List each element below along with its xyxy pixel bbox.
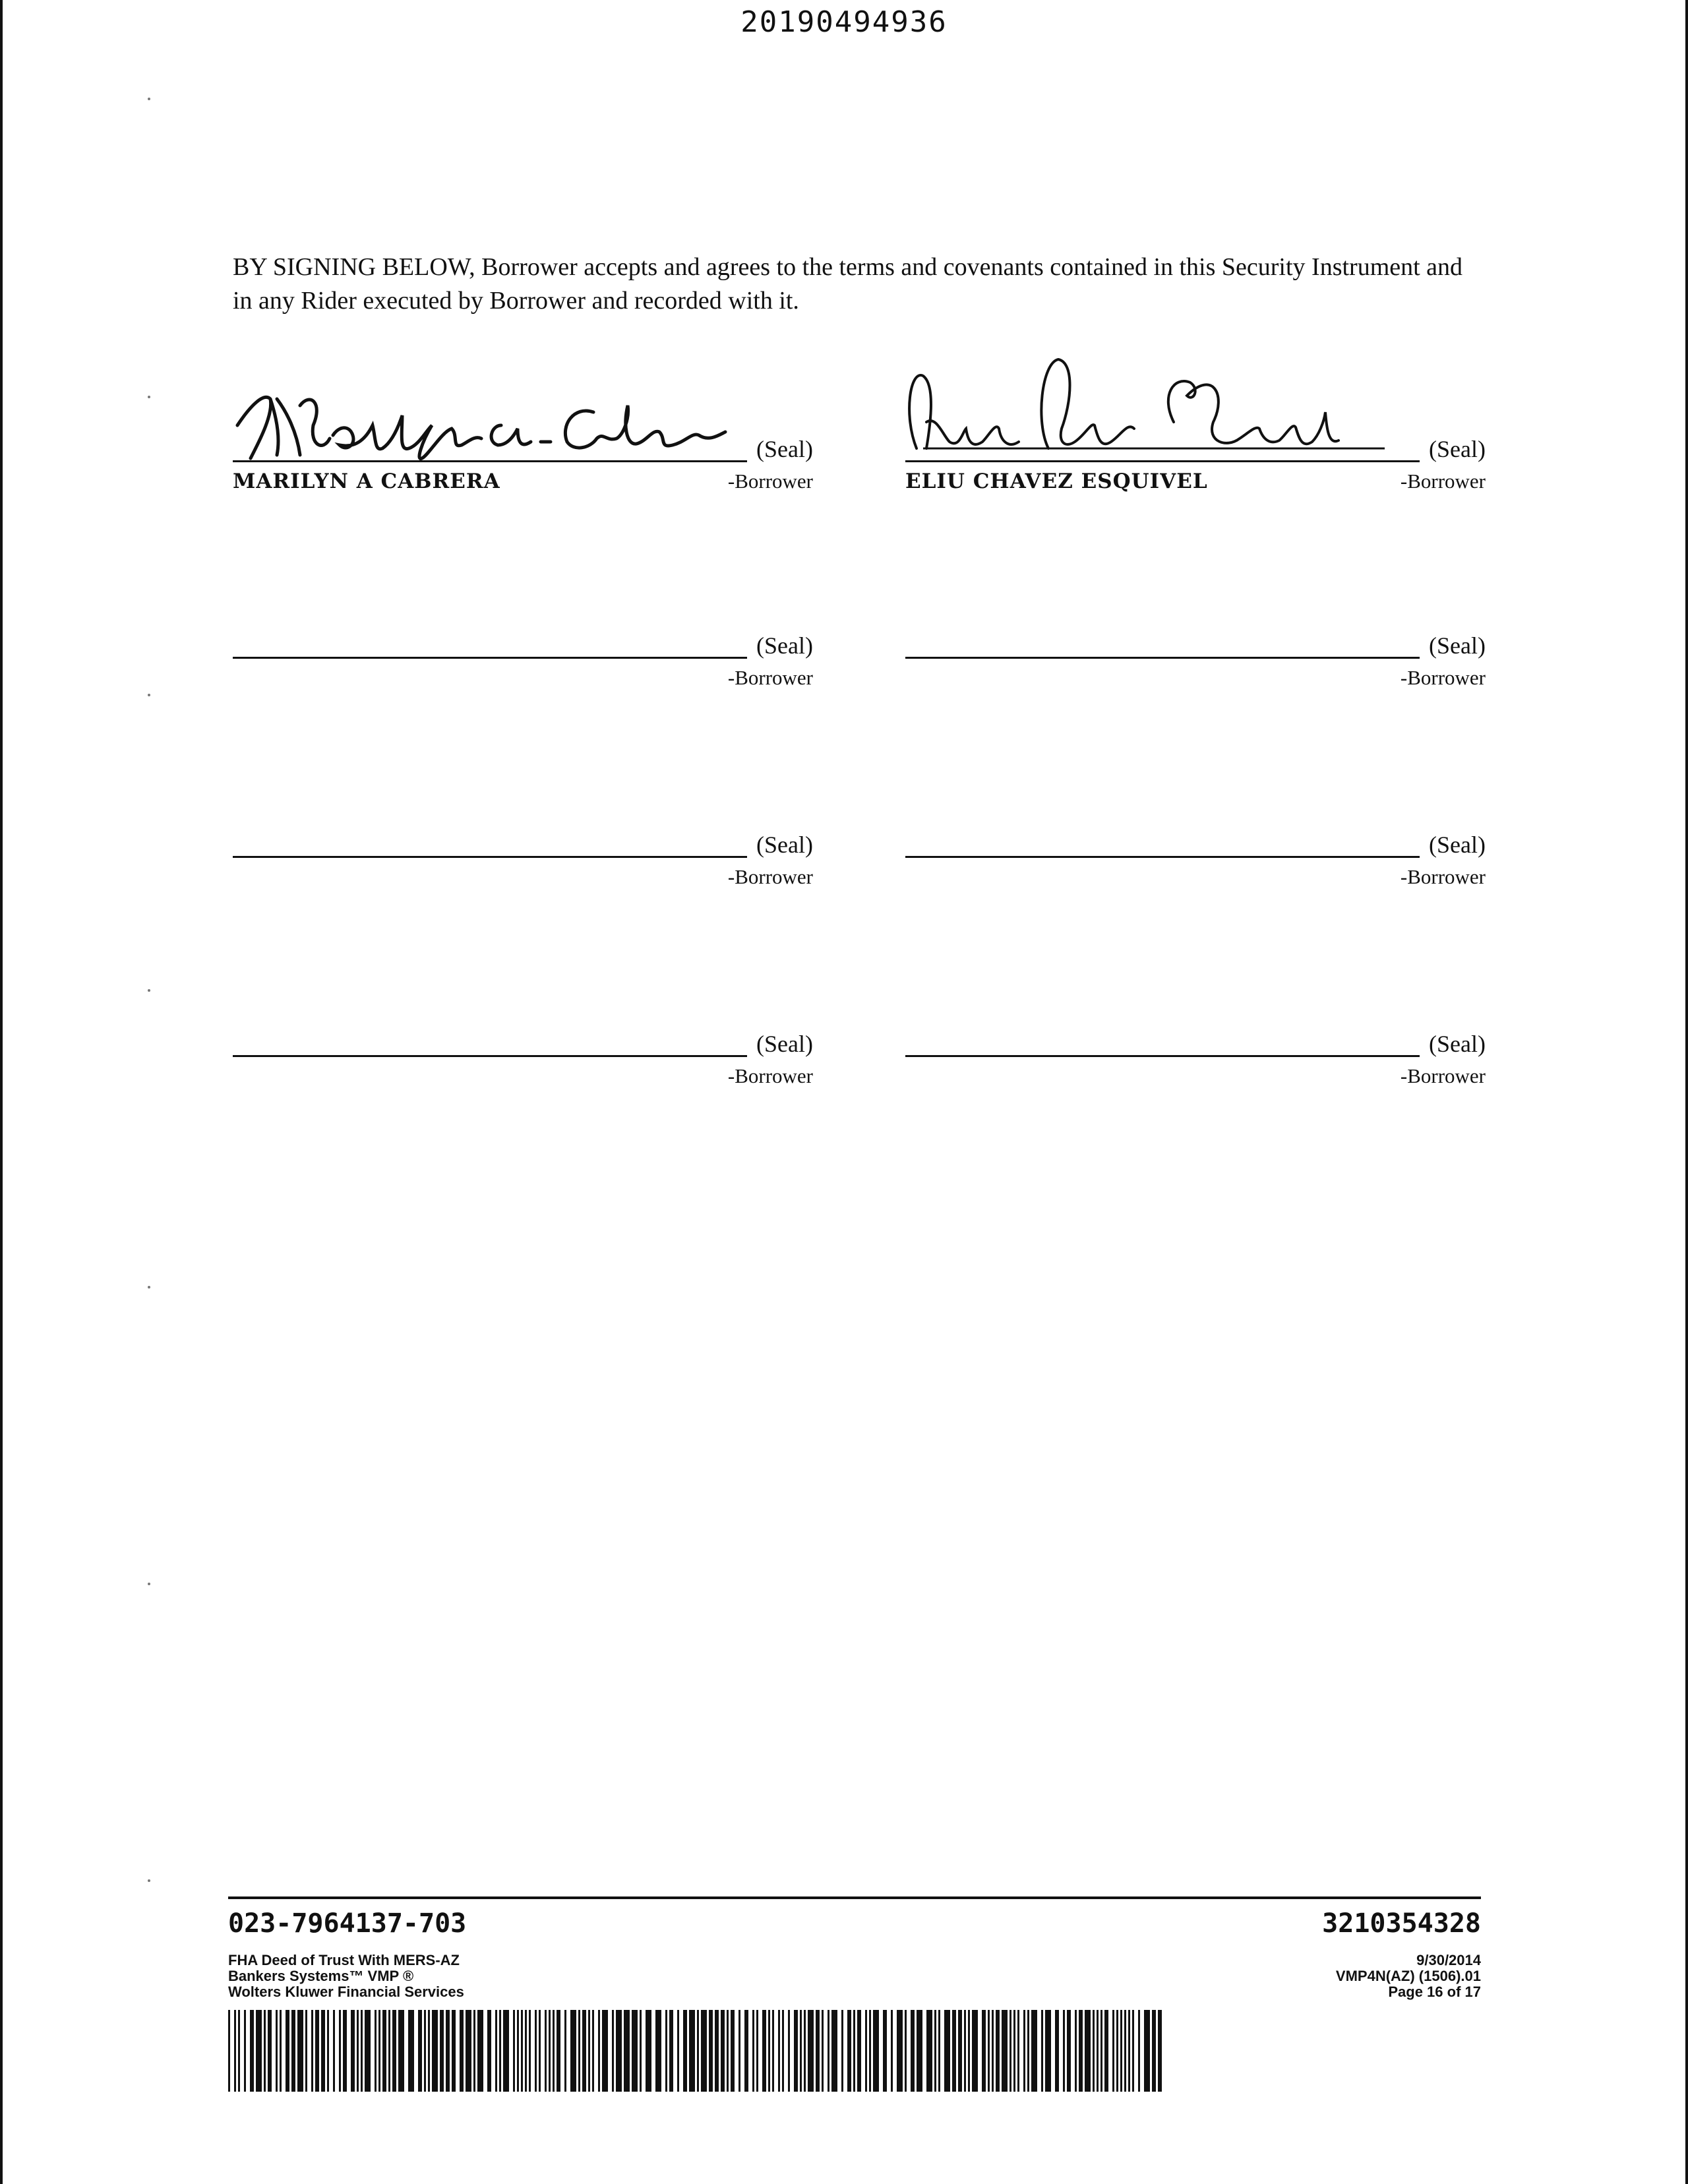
scan-edge-right xyxy=(1685,0,1688,2184)
barcode-bar xyxy=(1045,2010,1051,2092)
form-metadata xyxy=(1336,1953,1481,2000)
barcode-bar xyxy=(238,2010,240,2092)
borrower-role-label: -Borrower xyxy=(1400,1064,1486,1087)
barcode-bar xyxy=(677,2010,679,2092)
barcode-bar xyxy=(1023,2010,1025,2092)
seal-label: (Seal) xyxy=(756,1031,813,1057)
publisher: Wolters Kluwer Financial Services xyxy=(228,1984,464,2000)
barcode-bar xyxy=(311,2010,313,2092)
barcode-bar xyxy=(612,2010,614,2092)
barcode-bar xyxy=(1075,2010,1077,2092)
barcode-bar xyxy=(495,2010,497,2092)
barcode-bar xyxy=(727,2010,729,2092)
barcode-bar xyxy=(268,2010,272,2092)
barcode-bar xyxy=(782,2010,784,2092)
scan-dot xyxy=(148,396,150,398)
barcode-bar xyxy=(343,2010,347,2092)
barcode-bar xyxy=(883,2010,887,2092)
barcode-bar xyxy=(968,2010,970,2092)
signature-block-5 xyxy=(233,832,813,928)
scan-dot xyxy=(148,694,150,696)
barcode-bar xyxy=(256,2010,262,2092)
barcode-bar xyxy=(578,2010,580,2092)
barcode-bar xyxy=(375,2010,377,2092)
signature-line xyxy=(905,657,1420,659)
barcode-bar xyxy=(1055,2010,1059,2092)
barcode-bar xyxy=(339,2010,341,2092)
barcode-bar xyxy=(800,2010,802,2092)
barcode-bar xyxy=(305,2010,307,2092)
barcode-bar xyxy=(738,2010,740,2092)
barcode-bar xyxy=(517,2010,519,2092)
barcode-bar xyxy=(944,2010,950,2092)
borrower-role-label: -Borrower xyxy=(727,470,813,493)
signature-marilyn-cabrera xyxy=(224,379,804,465)
barcode-bar xyxy=(646,2010,651,2092)
barcode-bar xyxy=(1079,2010,1083,2092)
seal-label: (Seal) xyxy=(1429,436,1486,462)
scan-dot xyxy=(148,1879,150,1882)
loan-number: 023-7964137-703 xyxy=(228,1908,467,1939)
borrower-role-label: -Borrower xyxy=(727,865,813,888)
barcode-bar xyxy=(721,2010,725,2092)
barcode-bar xyxy=(424,2010,426,2092)
barcode-bar xyxy=(529,2010,531,2092)
barcode-bar xyxy=(1100,2010,1102,2092)
barcode-bar xyxy=(917,2010,922,2092)
signature-line xyxy=(905,1055,1420,1057)
barcode-bar xyxy=(632,2010,638,2092)
barcode-bar xyxy=(1002,2010,1008,2092)
barcode-bar xyxy=(582,2010,586,2092)
barcode-bar xyxy=(1063,2010,1065,2092)
barcode-bar xyxy=(297,2010,303,2092)
scan-dot xyxy=(148,1583,150,1585)
barcode-bar xyxy=(525,2010,527,2092)
form-title: FHA Deed of Trust With MERS-AZ xyxy=(228,1952,460,1968)
barcode-bar xyxy=(865,2010,867,2092)
barcode-bar xyxy=(276,2010,278,2092)
barcode-bar xyxy=(549,2010,551,2092)
barcode-bar xyxy=(351,2010,355,2092)
barcode-bar xyxy=(333,2010,335,2092)
form-identification xyxy=(228,1953,464,2000)
barcode-bar xyxy=(408,2010,414,2092)
barcode-bar xyxy=(291,2010,295,2092)
barcode-bar xyxy=(315,2010,319,2092)
barcode-bar xyxy=(1013,2010,1015,2092)
barcode-bar xyxy=(905,2010,907,2092)
barcode-bar xyxy=(1085,2010,1091,2092)
signature-line xyxy=(233,1055,747,1057)
barcode-bar xyxy=(873,2010,879,2092)
signature-block-8 xyxy=(905,1031,1486,1128)
barcode-bar xyxy=(891,2010,893,2092)
barcode-bar xyxy=(250,2010,254,2092)
barcode-bar xyxy=(1144,2010,1150,2092)
barcode-bar xyxy=(418,2010,422,2092)
barcode-bar xyxy=(1138,2010,1140,2092)
barcode-bar xyxy=(521,2010,523,2092)
barcode-bar xyxy=(1104,2010,1108,2092)
barcode-bar xyxy=(756,2010,758,2092)
barcode-bar xyxy=(503,2010,509,2092)
barcode-bar xyxy=(804,2010,806,2092)
barcode-bar xyxy=(768,2010,770,2092)
barcode-bar xyxy=(392,2010,396,2092)
barcode-bar xyxy=(689,2010,695,2092)
barcode-bar xyxy=(1097,2010,1099,2092)
barcode-bar xyxy=(321,2010,325,2092)
barcode-bar xyxy=(715,2010,719,2092)
barcode-bar xyxy=(911,2010,915,2092)
barcode-bar xyxy=(228,2010,230,2092)
seal-label: (Seal) xyxy=(756,632,813,659)
barcode-bar xyxy=(1031,2010,1037,2092)
barcode-bar xyxy=(828,2010,829,2092)
barcode-bar xyxy=(822,2010,824,2092)
barcode-bar xyxy=(683,2010,687,2092)
barcode-bar xyxy=(602,2010,608,2092)
borrower-name: MARILYN A CABRERA xyxy=(233,470,500,493)
barcode-bar xyxy=(280,2010,282,2092)
barcode-bar xyxy=(772,2010,774,2092)
barcode-bar xyxy=(513,2010,515,2092)
barcode-bar xyxy=(477,2010,483,2092)
barcode-bar xyxy=(709,2010,713,2092)
barcode-bar xyxy=(958,2010,962,2092)
barcode-bar xyxy=(788,2010,790,2092)
barcode-bar xyxy=(996,2010,1000,2092)
barcode-bar xyxy=(1067,2010,1071,2092)
barcode-bar xyxy=(1010,2010,1011,2092)
barcode-bar xyxy=(972,2010,978,2092)
barcode-bar xyxy=(327,2010,329,2092)
barcode-bar xyxy=(264,2010,266,2092)
barcode-bar xyxy=(466,2010,471,2092)
barcode-bar xyxy=(640,2010,642,2092)
form-date: 9/30/2014 xyxy=(1416,1952,1481,1968)
barcode-bar xyxy=(365,2010,371,2092)
barcode-bar xyxy=(460,2010,464,2092)
signature-block-1 xyxy=(233,436,813,533)
case-number: 3210354328 xyxy=(1322,1908,1481,1939)
barcode-bar xyxy=(1116,2010,1118,2092)
barcode-bar xyxy=(357,2010,359,2092)
form-code: VMP4N(AZ) (1506).01 xyxy=(1335,1968,1481,1984)
barcode-bar xyxy=(382,2010,386,2092)
page-number: Page 16 of 17 xyxy=(1388,1984,1481,2000)
barcode-bar xyxy=(934,2010,936,2092)
barcode-bar xyxy=(539,2010,541,2092)
barcode-bar xyxy=(361,2010,363,2092)
barcode-bar xyxy=(535,2010,537,2092)
seal-label: (Seal) xyxy=(756,436,813,462)
barcode-bar xyxy=(1124,2010,1126,2092)
borrower-role-label: -Borrower xyxy=(1400,470,1486,493)
barcode-bar xyxy=(665,2010,667,2092)
barcode-bar xyxy=(452,2010,456,2092)
barcode-bar xyxy=(557,2010,560,2092)
barcode-bar xyxy=(428,2010,430,2092)
barcode-bar xyxy=(588,2010,590,2092)
barcode-bar xyxy=(964,2010,966,2092)
barcode-bar xyxy=(1017,2010,1019,2092)
barcode-bar xyxy=(794,2010,798,2092)
barcode-bar xyxy=(655,2010,661,2092)
scan-dot xyxy=(148,98,150,100)
barcode-bar xyxy=(616,2010,622,2092)
barcode-bar xyxy=(432,2010,438,2092)
barcode-bar xyxy=(731,2010,735,2092)
barcode-bar xyxy=(847,2010,851,2092)
borrower-name: ELIU CHAVEZ ESQUIVEL xyxy=(905,470,1208,493)
barcode-bar xyxy=(982,2010,986,2092)
barcode-bar xyxy=(992,2010,994,2092)
barcode xyxy=(228,2010,1164,2092)
barcode-bar xyxy=(1152,2010,1156,2092)
scan-edge-left xyxy=(0,0,3,2184)
barcode-bar xyxy=(487,2010,491,2092)
barcode-bar xyxy=(1132,2010,1134,2092)
barcode-bar xyxy=(816,2010,820,2092)
barcode-bar xyxy=(857,2010,861,2092)
barcode-bar xyxy=(1158,2010,1162,2092)
seal-label: (Seal) xyxy=(1429,1031,1486,1057)
barcode-bar xyxy=(869,2010,871,2092)
signature-block-2 xyxy=(905,436,1486,533)
barcode-bar xyxy=(808,2010,814,2092)
signature-eliu-chavez-esquivel xyxy=(897,349,1398,465)
scan-dot xyxy=(148,1286,150,1289)
barcode-bar xyxy=(988,2010,990,2092)
barcode-bar xyxy=(378,2010,380,2092)
barcode-bar xyxy=(1120,2010,1122,2092)
barcode-bar xyxy=(473,2010,475,2092)
seal-label: (Seal) xyxy=(1429,832,1486,858)
signature-block-6 xyxy=(905,832,1486,928)
seal-label: (Seal) xyxy=(756,832,813,858)
signature-block-3 xyxy=(233,632,813,729)
barcode-bar xyxy=(244,2010,246,2092)
barcode-bar xyxy=(553,2010,555,2092)
signature-line xyxy=(905,856,1420,858)
borrower-role-label: -Borrower xyxy=(727,1064,813,1087)
barcode-bar xyxy=(697,2010,699,2092)
barcode-bar xyxy=(598,2010,600,2092)
barcode-bar xyxy=(938,2010,940,2092)
barcode-bar xyxy=(592,2010,594,2092)
barcode-bar xyxy=(545,2010,547,2092)
barcode-bar xyxy=(234,2010,236,2092)
scan-dot xyxy=(148,989,150,992)
barcode-bar xyxy=(1128,2010,1130,2092)
borrower-role-label: -Borrower xyxy=(727,666,813,689)
barcode-bar xyxy=(624,2010,630,2092)
signature-block-7 xyxy=(233,1031,813,1128)
barcode-bar xyxy=(762,2010,766,2092)
barcode-bar xyxy=(564,2010,566,2092)
barcode-bar xyxy=(778,2010,780,2092)
barcode-bar xyxy=(853,2010,855,2092)
barcode-bar xyxy=(752,2010,754,2092)
signing-statement: BY SIGNING BELOW, Borrower accepts and agrees to the terms and covenants contained in this Security Instrument and in any Rider executed by Borrower and recorded with it. xyxy=(233,253,1463,315)
barcode-bar xyxy=(926,2010,932,2092)
barcode-bar xyxy=(286,2010,289,2092)
borrower-role-label: -Borrower xyxy=(1400,865,1486,888)
barcode-bar xyxy=(388,2010,390,2092)
barcode-bar xyxy=(440,2010,444,2092)
barcode-bar xyxy=(669,2010,673,2092)
seal-label: (Seal) xyxy=(1429,632,1486,659)
barcode-bar xyxy=(831,2010,837,2092)
barcode-bar xyxy=(897,2010,903,2092)
footer-divider xyxy=(228,1896,1481,1899)
signature-line xyxy=(233,856,747,858)
barcode-bar xyxy=(701,2010,707,2092)
barcode-bar xyxy=(1027,2010,1029,2092)
systems-line: Bankers Systems™ VMP ® xyxy=(228,1968,414,1984)
barcode-bar xyxy=(398,2010,404,2092)
barcode-bar xyxy=(570,2010,576,2092)
signature-block-4 xyxy=(905,632,1486,729)
barcode-bar xyxy=(446,2010,450,2092)
barcode-bar xyxy=(1112,2010,1114,2092)
barcode-bar xyxy=(1041,2010,1043,2092)
borrower-role-label: -Borrower xyxy=(1400,666,1486,689)
barcode-bar xyxy=(1093,2010,1095,2092)
barcode-bar xyxy=(841,2010,843,2092)
signature-line xyxy=(233,657,747,659)
barcode-bar xyxy=(744,2010,748,2092)
barcode-bar xyxy=(499,2010,501,2092)
barcode-bar xyxy=(952,2010,956,2092)
document-number: 20190494936 xyxy=(740,5,948,39)
